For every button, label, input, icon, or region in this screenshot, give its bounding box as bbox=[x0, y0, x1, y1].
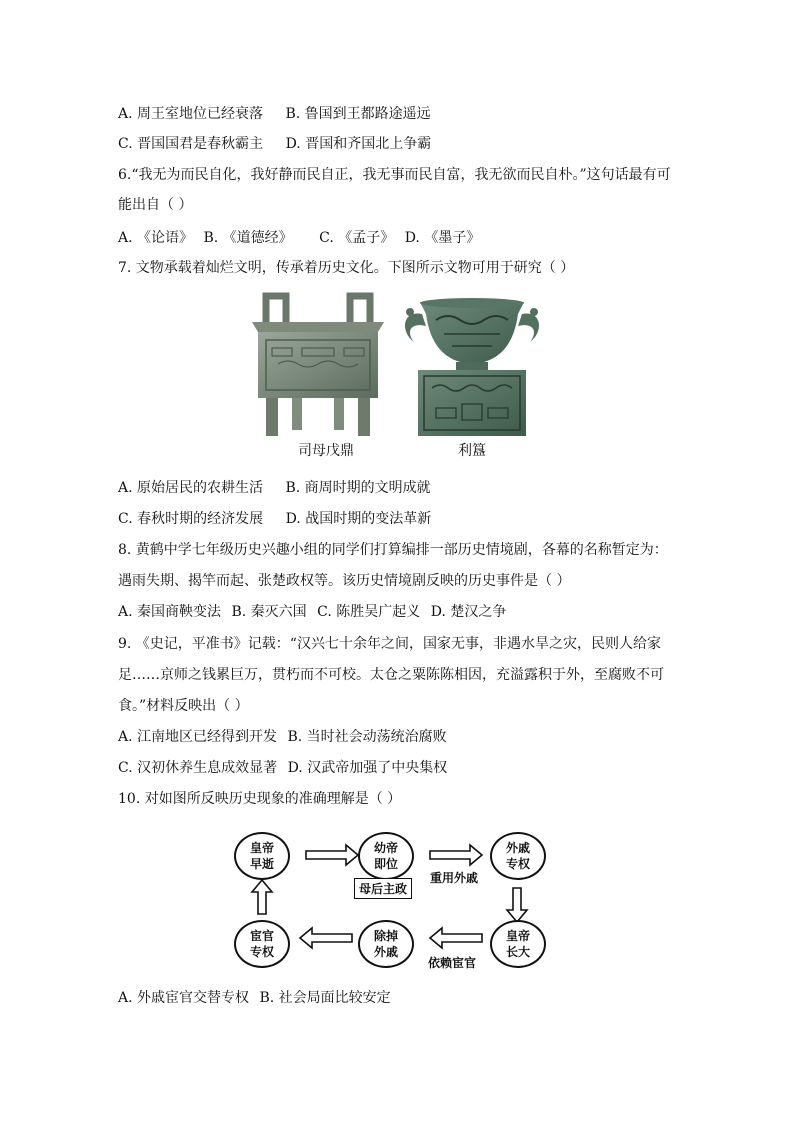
q10-stem: 10. 对如图所反映历史现象的准确理解是（ ） bbox=[118, 791, 402, 807]
q5-options-row-2 bbox=[118, 134, 431, 154]
q9-options-row-2 bbox=[118, 758, 447, 778]
q9-option-b[interactable]: B. 当时社会动荡统治腐败 bbox=[287, 729, 447, 745]
caption-simuwu-ding: 司母戊鼎 bbox=[298, 443, 354, 459]
q9-stem-line-2: 足……京师之钱累巨万，贯朽而不可校。太仓之粟陈陈相因，充溢露积于外，至腐败不可 bbox=[118, 667, 664, 683]
q8-options-row bbox=[118, 602, 506, 622]
q9-option-c[interactable]: C. 汉初休养生息成效显著 bbox=[118, 760, 278, 776]
arrow-1-to-2 bbox=[306, 845, 358, 865]
q5-option-a[interactable]: A. 周王室地位已经衰落 bbox=[118, 106, 264, 122]
q5-option-d[interactable]: D. 晋国和齐国北上争霸 bbox=[285, 136, 432, 152]
q5-option-c[interactable]: C. 晋国国君是春秋霸主 bbox=[118, 136, 264, 152]
q7-option-d[interactable]: D. 战国时期的变法革新 bbox=[285, 511, 432, 527]
q6-option-b[interactable]: B. 《道德经》 bbox=[203, 230, 293, 246]
q9-stem-line-1: 9. 《史记，平准书》记载：“汉兴七十余年之间，国家无事，非遇水旱之灾，民则人给家 bbox=[118, 636, 661, 652]
q5-option-b[interactable]: B. 鲁国到王都路途遥远 bbox=[285, 106, 431, 122]
arrow-5-to-6 bbox=[300, 928, 352, 948]
q6-stem-line-2: 能出自（ ） bbox=[118, 197, 193, 213]
q8-option-b[interactable]: B. 秦灭六国 bbox=[231, 604, 307, 620]
node-eunuch-power: 宦官专权 bbox=[234, 920, 290, 968]
q8-option-d[interactable]: D. 楚汉之争 bbox=[430, 604, 507, 620]
q6-option-d[interactable]: D. 《墨子》 bbox=[404, 230, 481, 246]
q9-options-row-1 bbox=[118, 727, 447, 747]
q9-option-d[interactable]: D. 汉武帝加强了中央集权 bbox=[287, 760, 448, 776]
arrow-2-to-3 bbox=[430, 845, 482, 865]
power-cycle-diagram bbox=[228, 826, 568, 976]
q9-stem-line-3: 食。”材料反映出（ ） bbox=[118, 698, 249, 714]
node-emperor-grows-up: 皇帝长大 bbox=[490, 920, 546, 968]
simuwu-ding-image bbox=[248, 292, 388, 438]
q7-options-row-2 bbox=[118, 509, 431, 529]
node-consort-clan-power: 外戚专权 bbox=[490, 832, 546, 880]
q10-options-row bbox=[118, 988, 391, 1008]
arrow-6-to-1 bbox=[252, 880, 272, 914]
q5-options-row-1 bbox=[118, 104, 431, 124]
node-child-emperor: 幼帝即位 bbox=[358, 832, 414, 880]
label-rely-on-consort-clan: 重用外戚 bbox=[430, 871, 479, 885]
q8-option-c[interactable]: C. 陈胜吴广起义 bbox=[317, 604, 421, 620]
node-emperor-early-death: 皇帝早逝 bbox=[234, 832, 290, 880]
q10-option-a[interactable]: A. 外戚宦官交替专权 bbox=[118, 990, 250, 1006]
q8-stem-line-1: 8. 黄鹤中学七年级历史兴趣小组的同学们打算编排一部历史情境剧，各幕的名称暂定为： bbox=[118, 542, 668, 558]
caption-li-gui: 利簋 bbox=[458, 443, 486, 459]
q9-option-a[interactable]: A. 江南地区已经得到开发 bbox=[118, 729, 278, 745]
arrow-4-to-5 bbox=[430, 928, 482, 948]
q8-option-a[interactable]: A. 秦国商鞅变法 bbox=[118, 604, 222, 620]
q6-stem-line-1: 6.“我无为而民自化，我好静而民自正，我无事而民自富，我无欲而民自朴。”这句话最有可 bbox=[118, 167, 671, 183]
q8-stem-line-2: 遇雨失期、揭竿而起、张楚政权等。该历史情境剧反映的历史事件是（ ） bbox=[118, 573, 571, 589]
q7-stem: 7. 文物承载着灿烂文明，传承着历史文化。下图所示文物可用于研究（ ） bbox=[118, 260, 575, 276]
q6-option-c[interactable]: C. 《孟子》 bbox=[319, 230, 395, 246]
label-empress-dowager-rule: 母后主政 bbox=[354, 878, 412, 899]
li-gui-image bbox=[396, 292, 548, 438]
q6-options-row bbox=[118, 228, 480, 248]
q7-options-row-1 bbox=[118, 478, 431, 498]
arrow-3-to-4 bbox=[507, 888, 527, 922]
q6-option-a[interactable]: A. 《论语》 bbox=[118, 230, 194, 246]
q10-option-b[interactable]: B. 社会局面比较安定 bbox=[259, 990, 391, 1006]
q7-option-c[interactable]: C. 春秋时期的经济发展 bbox=[118, 511, 264, 527]
node-remove-consort-clan: 除掉外戚 bbox=[358, 920, 414, 968]
q7-option-b[interactable]: B. 商周时期的文明成就 bbox=[285, 480, 431, 496]
label-rely-on-eunuchs: 依赖宦官 bbox=[428, 956, 477, 970]
q7-option-a[interactable]: A. 原始居民的农耕生活 bbox=[118, 480, 264, 496]
